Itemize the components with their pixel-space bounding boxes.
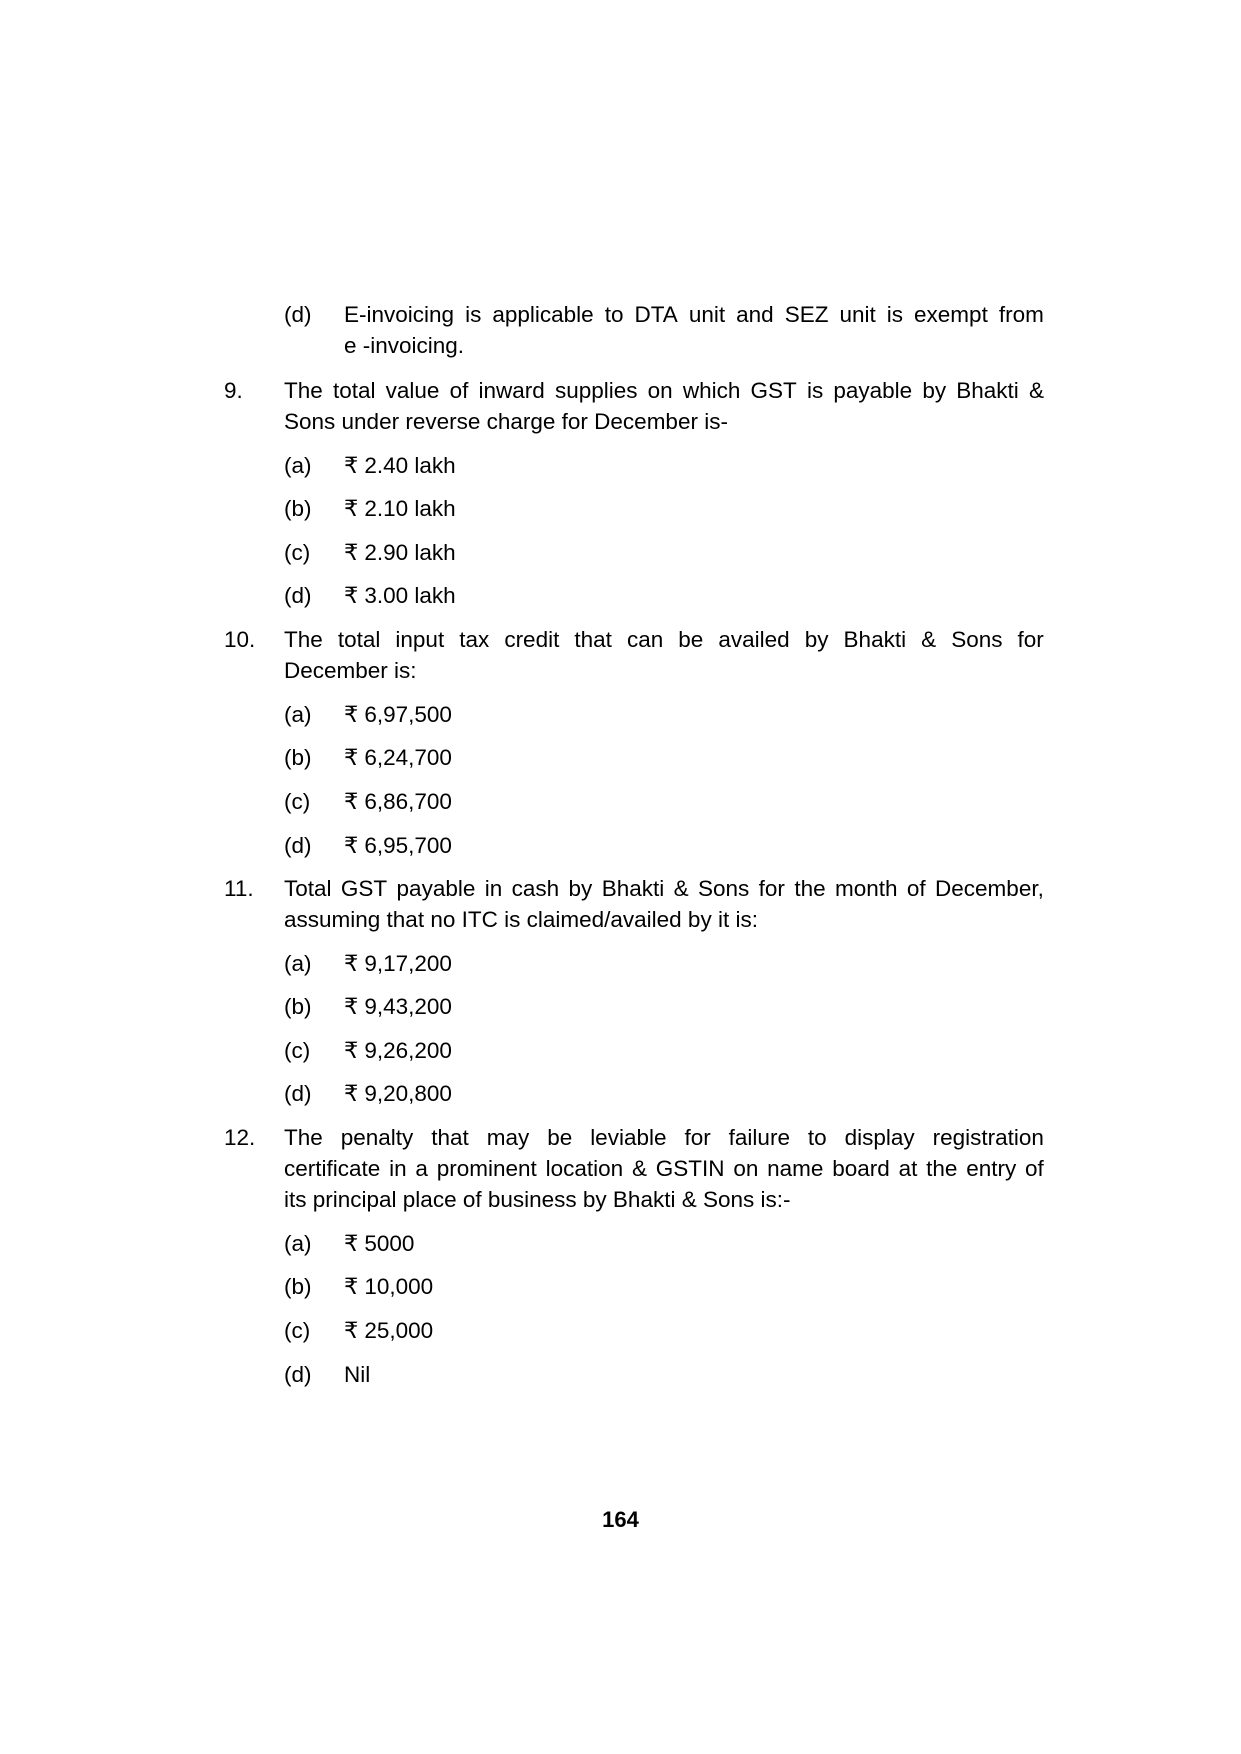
- justified-line: [344, 302, 1044, 328]
- word: prominent: [436, 1156, 537, 1181]
- word: on: [733, 1156, 759, 1181]
- option-label: (c): [284, 540, 311, 565]
- rupee-symbol: ₹: [344, 1038, 359, 1063]
- word: unit: [688, 302, 726, 327]
- page-number: 164: [602, 1507, 639, 1532]
- word: is: [886, 302, 904, 327]
- justified-line: [284, 627, 1044, 653]
- word: that: [574, 627, 612, 652]
- word: input: [395, 627, 445, 652]
- question-text-line: [284, 378, 1044, 404]
- question-text-line: assuming that no ITC is claimed/availed by it is:: [284, 907, 758, 932]
- option-label: (c): [284, 789, 311, 814]
- option-value: [344, 1231, 414, 1257]
- word: at: [898, 1156, 918, 1181]
- option-value: [344, 1038, 452, 1064]
- option-amount: 9,17,200: [364, 951, 452, 976]
- rupee-symbol: ₹: [344, 702, 359, 727]
- word: Sons: [698, 876, 750, 901]
- option-amount: 6,97,500: [364, 702, 452, 727]
- rupee-symbol: ₹: [344, 583, 359, 608]
- word: name: [767, 1156, 824, 1181]
- word: on: [647, 378, 673, 403]
- word: is: [806, 378, 824, 403]
- option-amount: 2.90 lakh: [364, 540, 456, 565]
- word: payable: [396, 876, 476, 901]
- word: in: [389, 1156, 407, 1181]
- word: payable: [833, 378, 913, 403]
- option-amount: 9,26,200: [364, 1038, 452, 1063]
- option-amount: 5000: [364, 1231, 415, 1256]
- word: that: [431, 1125, 469, 1150]
- rupee-symbol: ₹: [344, 1318, 359, 1343]
- option-value: [344, 789, 452, 815]
- word: GST: [750, 378, 797, 403]
- option-value: [344, 702, 452, 728]
- word: failure: [728, 1125, 790, 1150]
- option-label: (d): [284, 1081, 312, 1106]
- word: inward: [478, 378, 545, 403]
- justified-line: [284, 1156, 1044, 1182]
- option-value: [344, 1362, 370, 1388]
- word: applicable: [492, 302, 594, 327]
- option-label: (d): [284, 833, 312, 858]
- word: may: [486, 1125, 530, 1150]
- word: of: [1025, 1156, 1044, 1181]
- word: value: [385, 378, 440, 403]
- word: to: [807, 1125, 827, 1150]
- option-value: [344, 745, 452, 771]
- word: GSTIN: [655, 1156, 725, 1181]
- option-value: [344, 1318, 433, 1344]
- rupee-symbol: ₹: [344, 789, 359, 814]
- rupee-symbol: ₹: [344, 745, 359, 770]
- question-number: 10.: [224, 627, 256, 652]
- option-value: [344, 583, 456, 609]
- word: cash: [511, 876, 560, 901]
- option-amount: 6,24,700: [364, 745, 452, 770]
- word: The: [284, 1125, 323, 1150]
- option-text-line-justified: [344, 302, 1044, 328]
- option-label: (b): [284, 496, 312, 521]
- option-amount: 25,000: [364, 1318, 434, 1343]
- word: to: [604, 302, 624, 327]
- word: and: [736, 302, 774, 327]
- option-label: (a): [284, 702, 312, 727]
- word: Bhakti: [601, 876, 665, 901]
- word: SEZ: [784, 302, 829, 327]
- word: total: [337, 627, 381, 652]
- option-label: (b): [284, 1274, 312, 1299]
- word: by: [804, 627, 829, 652]
- question-number: 11.: [224, 876, 254, 901]
- question-text-line: [284, 627, 1044, 653]
- word: Bhakti: [843, 627, 907, 652]
- word: supplies: [554, 378, 638, 403]
- option-value: [344, 1081, 452, 1107]
- question-number: 9.: [224, 378, 243, 403]
- rupee-symbol: ₹: [344, 453, 359, 478]
- option-value: [344, 951, 452, 977]
- word: for: [1017, 627, 1044, 652]
- question-text-line: [284, 1156, 1044, 1182]
- word: be: [678, 627, 704, 652]
- option-label: (b): [284, 994, 312, 1019]
- word: leviable: [590, 1125, 667, 1150]
- word: by: [568, 876, 593, 901]
- word: availed: [718, 627, 790, 652]
- option-amount: 2.10 lakh: [364, 496, 456, 521]
- option-text-line: e -invoicing.: [344, 333, 465, 358]
- question-text-line: [284, 876, 1044, 902]
- option-label: (a): [284, 453, 312, 478]
- word: entry: [966, 1156, 1017, 1181]
- option-label: (d): [284, 1362, 312, 1387]
- option-label: (c): [284, 1038, 311, 1063]
- option-label: (d): [284, 583, 312, 608]
- word: month: [834, 876, 898, 901]
- word: in: [484, 876, 503, 901]
- option-amount: 10,000: [364, 1274, 434, 1299]
- option-value: [344, 994, 452, 1020]
- option-amount: Nil: [344, 1362, 371, 1387]
- word: certificate: [284, 1156, 381, 1181]
- word: The: [284, 378, 323, 403]
- option-amount: 9,20,800: [364, 1081, 452, 1106]
- option-amount: 6,86,700: [364, 789, 452, 814]
- option-value: [344, 833, 452, 859]
- word: total: [332, 378, 376, 403]
- word: a: [415, 1156, 428, 1181]
- option-label: (d): [284, 302, 312, 327]
- word: the: [926, 1156, 958, 1181]
- option-amount: 9,43,200: [364, 994, 452, 1019]
- word: location: [545, 1156, 624, 1181]
- justified-line: [284, 378, 1044, 404]
- word: from: [998, 302, 1044, 327]
- word: registration: [932, 1125, 1044, 1150]
- word: tax: [459, 627, 490, 652]
- word: December,: [935, 876, 1044, 901]
- word: by: [922, 378, 947, 403]
- rupee-symbol: ₹: [344, 951, 359, 976]
- rupee-symbol: ₹: [344, 994, 359, 1019]
- word: of: [449, 378, 469, 403]
- word: E-invoicing: [344, 302, 455, 327]
- rupee-symbol: ₹: [344, 540, 359, 565]
- justified-line: [284, 876, 1044, 902]
- option-label: (b): [284, 745, 312, 770]
- rupee-symbol: ₹: [344, 496, 359, 521]
- word: for: [758, 876, 785, 901]
- word: the: [794, 876, 826, 901]
- word: &: [673, 876, 689, 901]
- option-value: [344, 453, 456, 479]
- option-label: (a): [284, 1231, 312, 1256]
- option-label: (c): [284, 1318, 311, 1343]
- option-amount: 2.40 lakh: [364, 453, 456, 478]
- rupee-symbol: ₹: [344, 833, 359, 858]
- word: exempt: [914, 302, 988, 327]
- word: Sons: [951, 627, 1003, 652]
- word: Total: [284, 876, 332, 901]
- option-value: [344, 540, 456, 566]
- word: display: [844, 1125, 915, 1150]
- word: DTA: [634, 302, 678, 327]
- rupee-symbol: ₹: [344, 1274, 359, 1299]
- rupee-symbol: ₹: [344, 1231, 359, 1256]
- word: of: [906, 876, 926, 901]
- word: be: [547, 1125, 573, 1150]
- word: GST: [340, 876, 388, 901]
- word: The: [284, 627, 323, 652]
- word: credit: [504, 627, 560, 652]
- justified-line: [284, 1125, 1044, 1151]
- question-text-line: December is:: [284, 658, 417, 683]
- question-number: 12.: [224, 1125, 256, 1150]
- word: which: [682, 378, 741, 403]
- word: is: [465, 302, 482, 327]
- word: &: [631, 1156, 647, 1181]
- word: for: [684, 1125, 711, 1150]
- word: can: [626, 627, 664, 652]
- word: penalty: [340, 1125, 414, 1150]
- word: Bhakti: [956, 378, 1019, 403]
- option-amount: 3.00 lakh: [364, 583, 456, 608]
- question-text-line: Sons under reverse charge for December is-: [284, 409, 728, 434]
- word: unit: [839, 302, 876, 327]
- word: board: [832, 1156, 890, 1181]
- word: &: [1028, 378, 1044, 403]
- question-text-line: [284, 1125, 1044, 1151]
- word: &: [921, 627, 937, 652]
- option-value: [344, 1274, 433, 1300]
- option-amount: 6,95,700: [364, 833, 452, 858]
- question-text-line: its principal place of business by Bhakti & Sons is:-: [284, 1187, 791, 1212]
- option-label: (a): [284, 951, 312, 976]
- option-value: [344, 496, 456, 522]
- rupee-symbol: ₹: [344, 1081, 359, 1106]
